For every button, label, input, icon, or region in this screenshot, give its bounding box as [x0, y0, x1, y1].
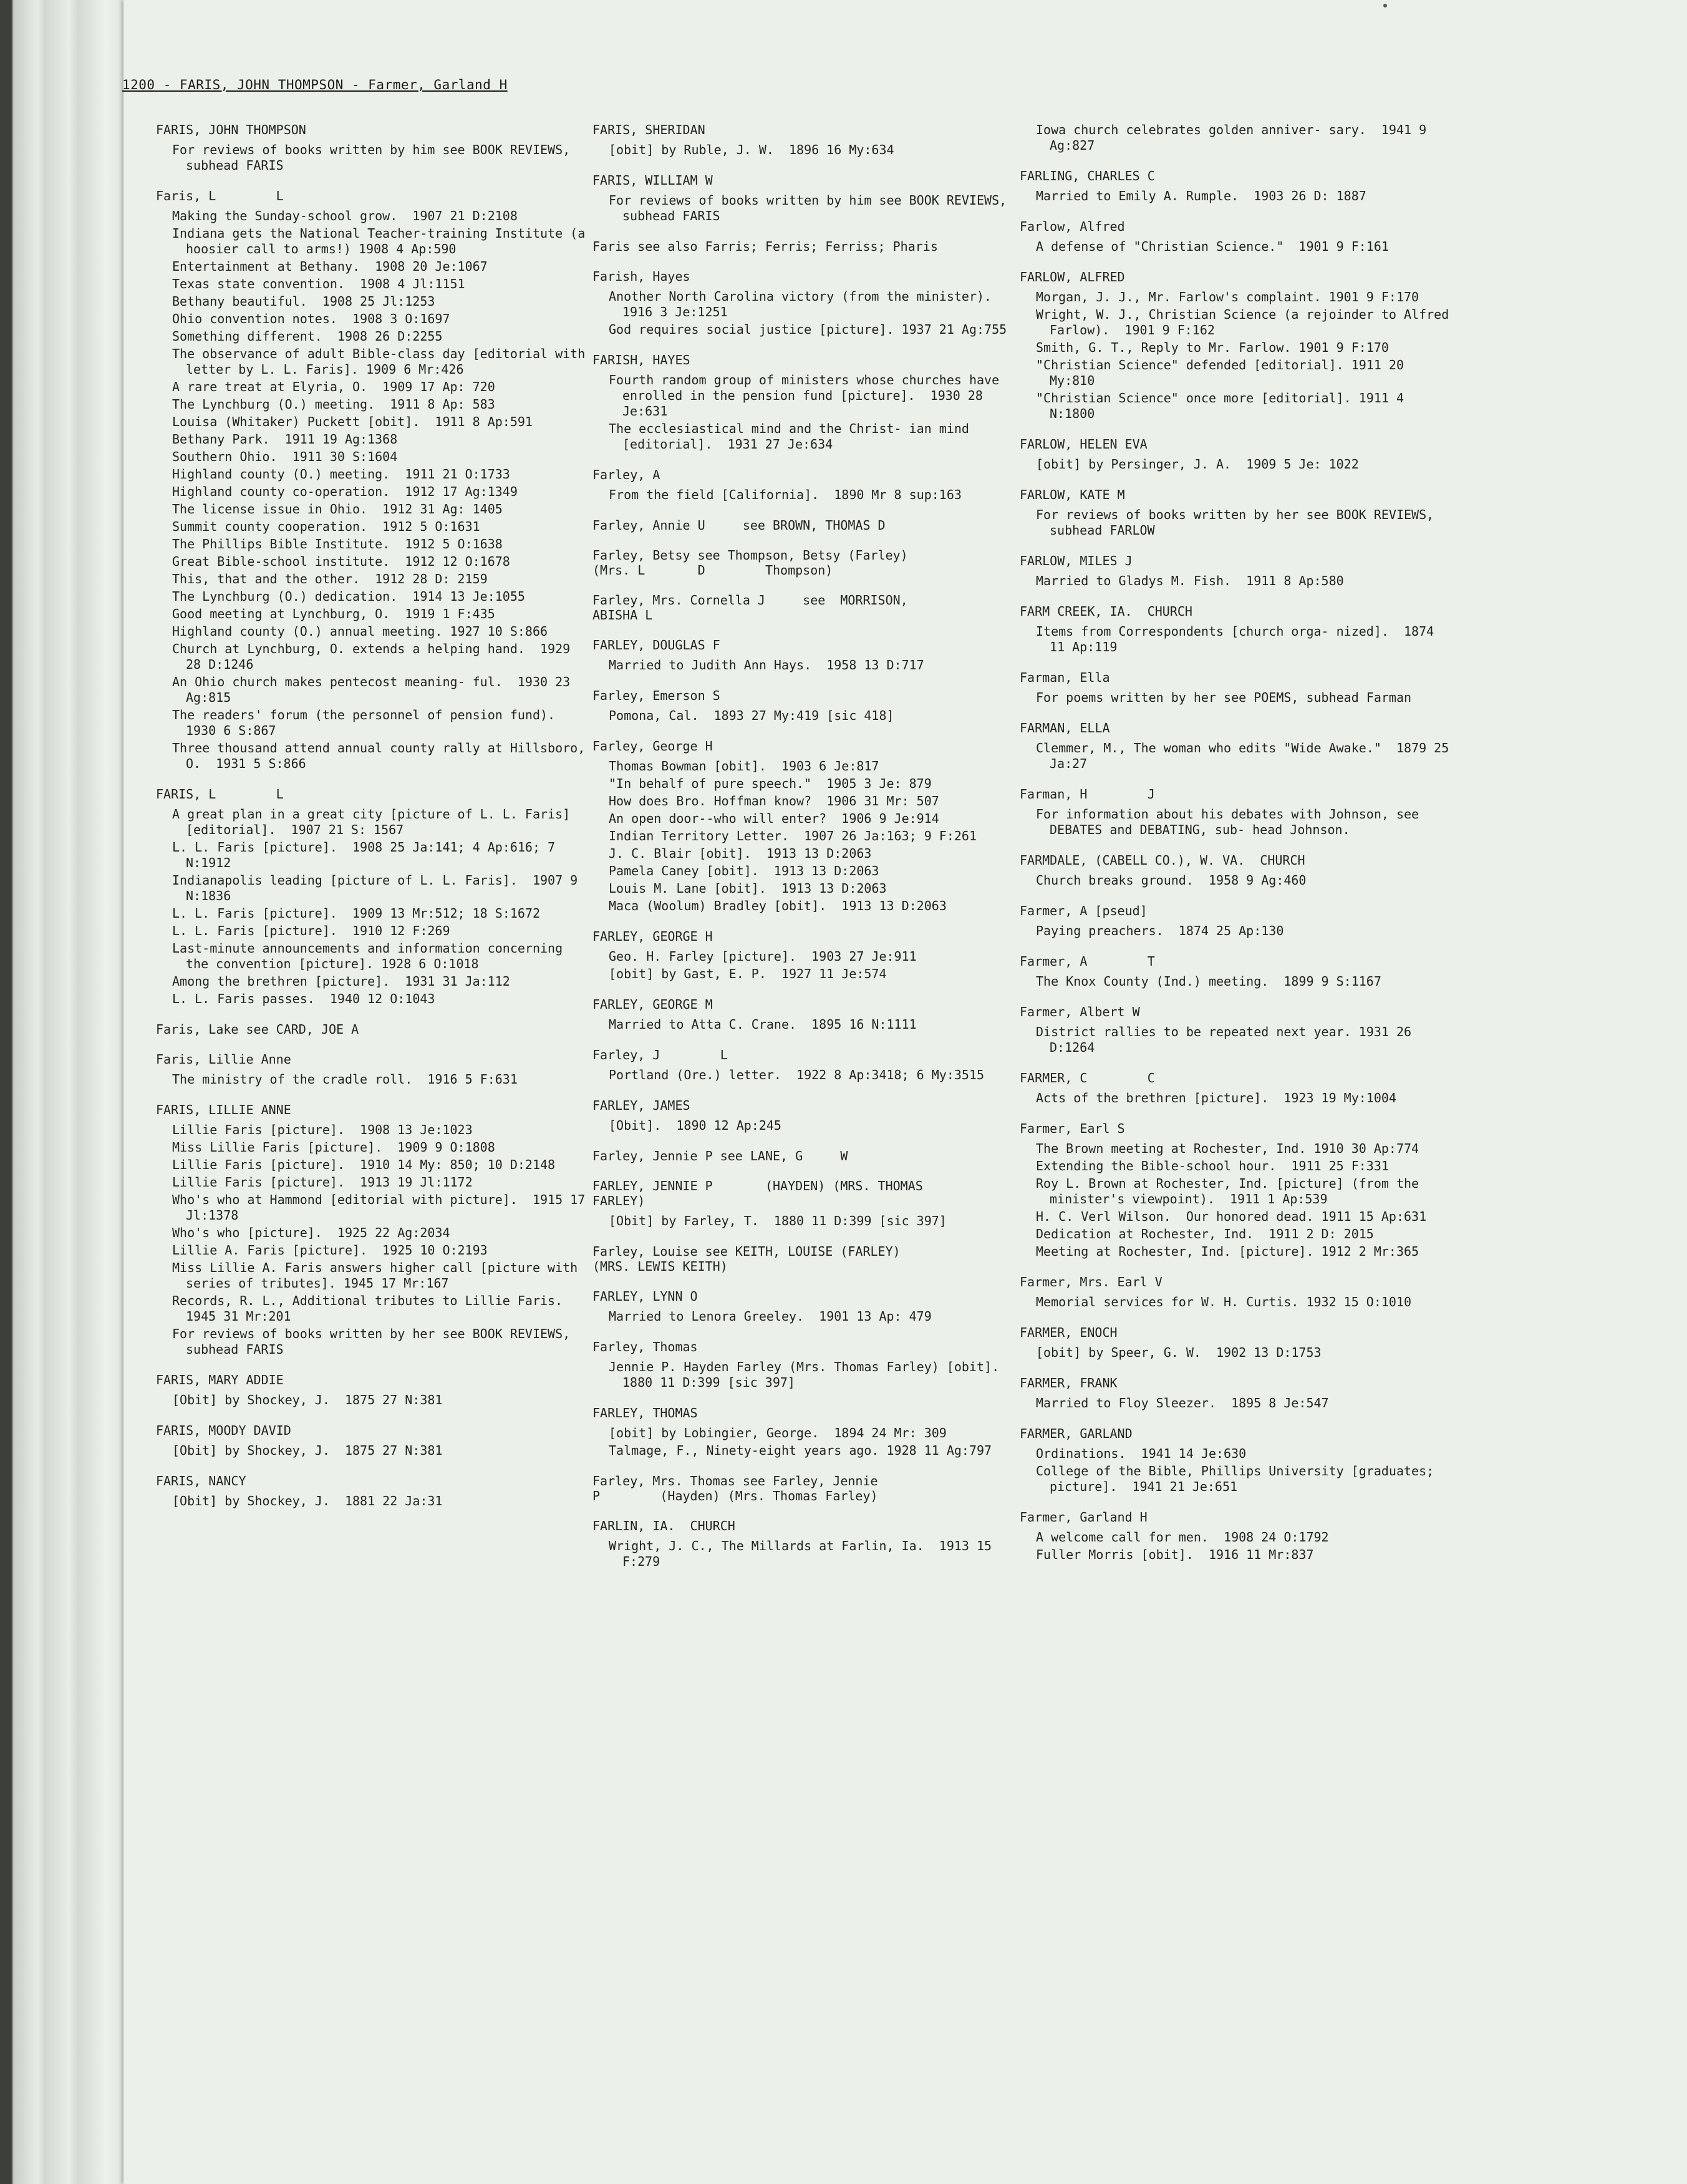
citation: The license issue in Ohio. 1912 31 Ag: 1405: [172, 502, 503, 517]
citation: Texas state convention. 1908 4 Jl:1151: [172, 276, 465, 291]
index-entry: [592, 1148, 1029, 1163]
citation: Bethany beautiful. 1908 25 Jl:1253: [172, 294, 435, 309]
index-entry: [1020, 219, 1456, 255]
citation: Talmage, F., Ninety-eight years ago. 1928 11 Ag:797: [609, 1443, 992, 1458]
citation: Three thousand attend annual county rally at Hillsboro, O. 1931 5 S:866: [172, 740, 593, 771]
entry-heading: FARLOW, HELEN EVA: [1020, 437, 1148, 452]
entry-heading: FARIS, SHERIDAN: [592, 122, 705, 137]
citation: Lillie A. Faris [picture]. 1925 10 O:2193: [172, 1243, 488, 1258]
citation: [Obit] by Shockey, J. 1875 27 N:381: [172, 1392, 443, 1407]
entry-heading: FARMDALE, (CABELL CO.), W. VA. CHURCH: [1020, 853, 1305, 868]
citation: "In behalf of pure speech." 1905 3 Je: 879: [609, 776, 932, 791]
entry-heading: FARMER, GARLAND: [1020, 1426, 1133, 1441]
citation: Indiana gets the National Teacher-training Institute (a hoosier call to arms!) 1908 4 Ap:590: [172, 226, 593, 256]
citation: [Obit] by Shockey, J. 1875 27 N:381: [172, 1443, 443, 1458]
entry-heading: FARLEY, LYNN O: [592, 1289, 698, 1304]
citation: This, that and the other. 1912 28 D: 2159: [172, 571, 488, 586]
citation: Portland (Ore.) letter. 1922 8 Ap:3418; 6 My:3515: [609, 1067, 985, 1082]
index-entry: [592, 1473, 1029, 1503]
citation: Great Bible-school institute. 1912 12 O:1678: [172, 554, 510, 569]
citation: Memorial services for W. H. Curtis. 1932 15 O:1010: [1036, 1294, 1412, 1309]
entry-heading: Farman, Ella: [1020, 670, 1110, 685]
entry-heading: Faris, Lake see CARD, JOE A: [156, 1022, 359, 1037]
citation: Married to Floy Sleezer. 1895 8 Je:547: [1036, 1395, 1329, 1410]
entry-heading: FARIS, JOHN THOMPSON: [156, 122, 306, 137]
citation: Southern Ohio. 1911 30 S:1604: [172, 449, 398, 464]
citation: A great plan in a great city [picture of L. L. Faris] [editorial]. 1907 21 S: 1567: [172, 807, 578, 837]
citation: How does Bro. Hoffman know? 1906 31 Mr: 507: [609, 794, 939, 808]
citation: District rallies to be repeated next year. 1931 26 D:1264: [1036, 1024, 1419, 1055]
entry-heading: Farman, H J: [1020, 787, 1155, 802]
citation: For reviews of books written by her see BOOK REVIEWS, subhead FARLOW: [1036, 507, 1442, 538]
citation: L. L. Faris [picture]. 1909 13 Mr:512; 18 S:1672: [172, 906, 541, 921]
citation: Acts of the brethren [picture]. 1923 19 My:1004: [1036, 1090, 1396, 1105]
citation: Indian Territory Letter. 1907 26 Ja:163; 9 F:261: [609, 828, 977, 843]
entry-heading: Farley, George H: [592, 739, 713, 754]
citation: The Knox County (Ind.) meeting. 1899 9 S:1167: [1036, 974, 1381, 989]
citation: A rare treat at Elyria, O. 1909 17 Ap: 720: [172, 379, 495, 394]
citation: Dedication at Rochester, Ind. 1911 2 D: 2015: [1036, 1226, 1374, 1241]
citation: Another North Carolina victory (from the minister). 1916 3 Je:1251: [609, 289, 1007, 319]
citation: "Christian Science" once more [editorial]. 1911 4 N:1800: [1036, 391, 1412, 421]
citation: [obit] by Persinger, J. A. 1909 5 Je: 1022: [1036, 457, 1359, 472]
citation: Louisa (Whitaker) Puckett [obit]. 1911 8 Ap:591: [172, 414, 533, 429]
citation: Lillie Faris [picture]. 1910 14 My: 850; 10 D:2148: [172, 1157, 556, 1172]
index-entry: [156, 1022, 592, 1037]
citation: Extending the Bible-school hour. 1911 25 F:331: [1036, 1158, 1389, 1173]
entry-heading: FARLEY, JENNIE P (HAYDEN) (MRS. THOMAS FARLEY): [592, 1178, 923, 1208]
citation: Iowa church celebrates golden anniver- sary. 1941 9 Ag:827: [1036, 122, 1434, 153]
entry-heading: Farley, A: [592, 467, 660, 482]
citation: Something different. 1908 26 D:2255: [172, 329, 443, 344]
index-column-left: [156, 122, 592, 1524]
citation: [Obit] by Farley, T. 1880 11 D:399 [sic 397]: [609, 1213, 947, 1228]
entry-heading: FARMER, ENOCH: [1020, 1325, 1118, 1340]
entry-heading: Farlow, Alfred: [1020, 219, 1125, 234]
citation: Married to Lenora Greeley. 1901 13 Ap: 479: [609, 1309, 932, 1324]
citation: Records, R. L., Additional tributes to Lillie Faris. 1945 31 Mr:201: [172, 1293, 578, 1324]
citation: For information about his debates with Johnson, see DEBATES and DEBATING, sub- head Johnson.: [1036, 807, 1427, 837]
entry-heading: Farley, Mrs. Thomas see Farley, Jennie P (Hayden) (Mrs. Thomas Farley): [592, 1473, 878, 1503]
citation: H. C. Verl Wilson. Our honored dead. 1911 15 Ap:631: [1036, 1209, 1427, 1224]
entry-heading: Farmer, A [pseud]: [1020, 903, 1148, 918]
index-entry: [592, 239, 1029, 254]
citation: [Obit] by Shockey, J. 1881 22 Ja:31: [172, 1493, 443, 1508]
index-entry: [592, 173, 1029, 224]
citation: [obit] by Lobingier, George. 1894 24 Mr: 309: [609, 1425, 947, 1440]
entry-heading: FARLEY, THOMAS: [592, 1405, 698, 1420]
citation: Entertainment at Bethany. 1908 20 Je:1067: [172, 259, 488, 274]
entry-heading: Faris, Lillie Anne: [156, 1052, 291, 1067]
citation: A welcome call for men. 1908 24 O:1792: [1036, 1530, 1329, 1545]
entry-heading: FARLEY, DOUGLAS F: [592, 638, 720, 653]
index-entry: [1020, 1510, 1456, 1563]
entry-heading: Farley, Jennie P see LANE, G W: [592, 1148, 848, 1163]
entry-heading: Farley, Louise see KEITH, LOUISE (FARLEY) (MRS. LEWIS KEITH): [592, 1244, 901, 1274]
index-entry: [592, 739, 1029, 914]
citation: Louis M. Lane [obit]. 1913 13 D:2063: [609, 881, 887, 896]
stacked-page-edges: [0, 0, 125, 2184]
index-entry: [156, 1102, 592, 1357]
citation: Fourth random group of ministers whose churches have enrolled in the pension fund [picture]. 1930 28 Je:631: [609, 372, 1007, 419]
citation: The ecclesiastical mind and the Christ- ian mind [editorial]. 1931 27 Je:634: [609, 421, 977, 452]
index-entry: [156, 787, 592, 1007]
index-entry: [592, 1518, 1029, 1570]
citation: Highland county (O.) meeting. 1911 21 O:1733: [172, 467, 510, 482]
entry-heading: Farmer, Mrs. Earl V: [1020, 1274, 1163, 1289]
citation: Church at Lynchburg, O. extends a helping hand. 1929 28 D:1246: [172, 641, 578, 672]
entry-heading: FARIS, MOODY DAVID: [156, 1423, 291, 1438]
index-entry: [592, 352, 1029, 452]
index-entry: [592, 1339, 1029, 1390]
citation: The observance of adult Bible-class day [editorial with letter by L. L. Faris]. 1909 6 Mr:426: [172, 346, 593, 377]
citation: Wright, J. C., The Millards at Farlin, Ia. 1913 15 F:279: [609, 1538, 1000, 1569]
entry-heading: Farley, Thomas: [592, 1339, 698, 1354]
citation: [Obit]. 1890 12 Ap:245: [609, 1118, 781, 1133]
citation: Who's who at Hammond [editorial with picture]. 1915 17 Jl:1378: [172, 1192, 593, 1223]
entry-heading: FARLEY, GEORGE M: [592, 997, 713, 1012]
entry-heading: Faris, L L: [156, 188, 284, 203]
citation: Good meeting at Lynchburg, O. 1919 1 F:435: [172, 606, 495, 621]
citation: Jennie P. Hayden Farley (Mrs. Thomas Farley) [obit]. 1880 11 D:399 [sic 397]: [609, 1359, 1015, 1390]
index-entry: [592, 1405, 1029, 1458]
entry-heading: FARM CREEK, IA. CHURCH: [1020, 604, 1192, 619]
citation: Meeting at Rochester, Ind. [picture]. 1912 2 Mr:365: [1036, 1244, 1419, 1259]
citation: Highland county co-operation. 1912 17 Ag:1349: [172, 484, 518, 499]
citation: God requires social justice [picture]. 1937 21 Ag:755: [609, 322, 1007, 337]
index-entry: [592, 548, 1029, 578]
citation: Lillie Faris [picture]. 1908 13 Je:1023: [172, 1122, 473, 1137]
entry-heading: FARISH, HAYES: [592, 352, 690, 367]
citation: An open door--who will enter? 1906 9 Je:914: [609, 811, 939, 826]
citation: Married to Emily A. Rumple. 1903 26 D: 1887: [1036, 188, 1366, 203]
citation: [obit] by Ruble, J. W. 1896 16 My:634: [609, 142, 894, 157]
entry-heading: Farmer, A T: [1020, 954, 1155, 969]
index-entry: [1020, 437, 1456, 472]
index-entry: [156, 1052, 592, 1087]
citation: [obit] by Gast, E. P. 1927 11 Je:574: [609, 966, 887, 981]
citation: For reviews of books written by her see BOOK REVIEWS, subhead FARIS: [172, 1326, 578, 1357]
entry-heading: FARMER, FRANK: [1020, 1376, 1118, 1390]
entry-heading: FARLOW, MILES J: [1020, 553, 1133, 568]
citation: Church breaks ground. 1958 9 Ag:460: [1036, 873, 1307, 888]
entry-heading: Faris see also Farris; Ferris; Ferriss; Pharis: [592, 239, 938, 254]
index-entry: [156, 1423, 592, 1458]
index-entry: [1020, 1274, 1456, 1310]
citation: A defense of "Christian Science." 1901 9 F:161: [1036, 239, 1389, 254]
index-entry: [156, 1372, 592, 1408]
index-entry: [592, 1289, 1029, 1324]
citation: The Brown meeting at Rochester, Ind. 1910 30 Ap:774: [1036, 1141, 1419, 1156]
entry-heading: FARLING, CHARLES C: [1020, 168, 1155, 183]
index-entry: [1020, 903, 1456, 939]
citation: Ohio convention notes. 1908 3 O:1697: [172, 311, 450, 326]
index-entry: [1020, 1426, 1456, 1495]
index-entry: [1020, 553, 1456, 589]
entry-heading: FARIS, NANCY: [156, 1473, 246, 1488]
entry-heading: FARLOW, ALFRED: [1020, 269, 1125, 284]
entry-heading: FARLOW, KATE M: [1020, 487, 1125, 502]
citation: Miss Lillie A. Faris answers higher call [picture with series of tributes]. 1945 17 Mr:167: [172, 1260, 586, 1291]
entry-heading: FARLIN, IA. CHURCH: [592, 1518, 735, 1533]
entry-heading: FARIS, MARY ADDIE: [156, 1372, 284, 1387]
citation: College of the Bible, Phillips University [graduates; picture]. 1941 21 Je:651: [1036, 1463, 1442, 1494]
citation: Morgan, J. J., Mr. Farlow's complaint. 1901 9 F:170: [1036, 289, 1419, 304]
citation: Married to Judith Ann Hays. 1958 13 D:717: [609, 658, 924, 672]
citation: Summit county cooperation. 1912 5 O:1631: [172, 519, 480, 534]
citation: The readers' forum (the personnel of pension fund). 1930 6 S:867: [172, 707, 571, 738]
citation: Geo. H. Farley [picture]. 1903 27 Je:911: [609, 949, 917, 964]
index-entry: [1020, 1070, 1456, 1106]
citation: Among the brethren [picture]. 1931 31 Ja:112: [172, 974, 510, 989]
citation: For reviews of books written by him see BOOK REVIEWS, subhead FARIS: [172, 142, 578, 173]
index-entry: [1020, 853, 1456, 888]
entry-heading: Farley, J L: [592, 1047, 728, 1062]
index-entry: [1020, 787, 1456, 838]
entry-heading: FARLEY, JAMES: [592, 1098, 690, 1113]
entry-heading: FARIS, LILLIE ANNE: [156, 1102, 291, 1117]
citation: L. L. Faris [picture]. 1908 25 Ja:141; 4 Ap:616; 7 N:1912: [172, 840, 563, 870]
citation: Items from Correspondents [church orga- nized]. 1874 11 Ap:119: [1036, 624, 1442, 654]
index-entry: [1020, 487, 1456, 538]
citation: Maca (Woolum) Bradley [obit]. 1913 13 D:2063: [609, 898, 947, 913]
index-entry: [156, 188, 592, 772]
citation: The Lynchburg (O.) dedication. 1914 13 Je:1055: [172, 589, 525, 604]
citation: Miss Lillie Faris [picture]. 1909 9 O:1808: [172, 1140, 495, 1155]
citation: The ministry of the cradle roll. 1916 5 F:631: [172, 1072, 518, 1087]
index-entry: [1020, 269, 1456, 422]
index-entry: [1020, 1121, 1456, 1259]
entry-heading: FARMAN, ELLA: [1020, 721, 1110, 735]
index-entry: [592, 638, 1029, 673]
index-entry: [592, 518, 1029, 533]
running-header: 1200 - FARIS, JOHN THOMPSON - Farmer, Garland H: [122, 77, 508, 92]
index-entry: [1020, 1376, 1456, 1411]
citation: For reviews of books written by him see BOOK REVIEWS, subhead FARIS: [609, 193, 1015, 223]
entry-heading: FARIS, L L: [156, 787, 284, 802]
index-entry: [592, 269, 1029, 337]
citation: Married to Gladys M. Fish. 1911 8 Ap:580: [1036, 573, 1344, 588]
index-entry: [1020, 168, 1456, 204]
citation: "Christian Science" defended [editorial]. 1911 20 My:810: [1036, 357, 1412, 388]
citation: The Lynchburg (O.) meeting. 1911 8 Ap: 583: [172, 397, 495, 412]
index-column-middle: [592, 122, 1029, 1585]
index-entry: [156, 1473, 592, 1509]
entry-heading: Farmer, Earl S: [1020, 1121, 1125, 1136]
entry-heading: FARLEY, GEORGE H: [592, 929, 713, 944]
citation: Married to Atta C. Crane. 1895 16 N:1111: [609, 1017, 917, 1032]
citation: Fuller Morris [obit]. 1916 11 Mr:837: [1036, 1547, 1314, 1562]
index-entry: [1020, 721, 1456, 772]
index-entry: [1020, 954, 1456, 989]
citation: L. L. Faris passes. 1940 12 O:1043: [172, 991, 435, 1006]
index-entry: [1020, 1325, 1456, 1361]
citation: From the field [California]. 1890 Mr 8 sup:163: [609, 487, 962, 502]
citation: Indianapolis leading [picture of L. L. Faris]. 1907 9 N:1836: [172, 873, 586, 903]
entry-heading: Farley, Betsy see Thompson, Betsy (Farley) (Mrs. L D Thompson): [592, 548, 908, 578]
index-entry: [592, 688, 1029, 724]
entry-heading: Farmer, Albert W: [1020, 1004, 1140, 1019]
citation: Paying preachers. 1874 25 Ap:130: [1036, 923, 1284, 938]
citation: Who's who [picture]. 1925 22 Ag:2034: [172, 1225, 450, 1240]
citation: Pamela Caney [obit]. 1913 13 D:2063: [609, 863, 879, 878]
citation: The Phillips Bible Institute. 1912 5 O:1638: [172, 536, 503, 551]
entry-heading: Farley, Annie U see BROWN, THOMAS D: [592, 518, 886, 533]
citation: Thomas Bowman [obit]. 1903 6 Je:817: [609, 759, 879, 774]
index-entry: [1020, 1004, 1456, 1056]
citation: For poems written by her see POEMS, subhead Farman: [1036, 690, 1412, 705]
citation: Ordinations. 1941 14 Je:630: [1036, 1446, 1247, 1461]
index-entry: [592, 1178, 1029, 1229]
citation: Pomona, Cal. 1893 27 My:419 [sic 418]: [609, 708, 894, 723]
citation: J. C. Blair [obit]. 1913 13 D:2063: [609, 846, 872, 861]
citation: Bethany Park. 1911 19 Ag:1368: [172, 432, 398, 447]
index-entry: [592, 929, 1029, 982]
citation: An Ohio church makes pentecost meaning- ful. 1930 23 Ag:815: [172, 674, 578, 705]
citation: Clemmer, M., The woman who edits "Wide Awake." 1879 25 Ja:27: [1036, 740, 1457, 771]
citation: Wright, W. J., Christian Science (a rejoinder to Alfred Farlow). 1901 9 F:162: [1036, 307, 1457, 337]
index-entry: [592, 1098, 1029, 1133]
entry-heading: FARIS, WILLIAM W: [592, 173, 713, 188]
index-entry: [592, 997, 1029, 1032]
index-entry: [1020, 670, 1456, 706]
citation: Making the Sunday-school grow. 1907 21 D:2108: [172, 208, 518, 223]
citation: Lillie Faris [picture]. 1913 19 Jl:1172: [172, 1175, 473, 1190]
entry-heading: Farley, Emerson S: [592, 688, 720, 703]
citation: Roy L. Brown at Rochester, Ind. [picture] (from the minister's viewpoint). 1911 1 Ap:539: [1036, 1176, 1427, 1206]
entry-heading: Farmer, Garland H: [1020, 1510, 1148, 1525]
index-entry: [592, 122, 1029, 158]
index-entry: [592, 467, 1029, 503]
entry-heading: FARMER, C C: [1020, 1070, 1155, 1085]
index-entry: [1020, 604, 1456, 655]
entry-heading: Farley, Mrs. Cornella J see MORRISON, ABISHA L: [592, 593, 908, 623]
citation: L. L. Faris [picture]. 1910 12 F:269: [172, 923, 450, 938]
index-entry: [156, 122, 592, 173]
index-entry: [592, 1047, 1029, 1083]
entry-heading: Farish, Hayes: [592, 269, 690, 284]
index-entry: [1020, 122, 1456, 153]
index-column-right: [1020, 122, 1456, 1578]
citation: Last-minute announcements and information concerning the convention [picture]. 1928 6 O:1018: [172, 941, 571, 971]
index-entry: [592, 1244, 1029, 1274]
citation: Smith, G. T., Reply to Mr. Farlow. 1901 9 F:170: [1036, 340, 1389, 355]
citation: Highland county (O.) annual meeting. 1927 10 S:866: [172, 624, 548, 639]
index-entry: [592, 593, 1029, 623]
citation: [obit] by Speer, G. W. 1902 13 D:1753: [1036, 1345, 1322, 1360]
page-speck: [1383, 4, 1387, 7]
